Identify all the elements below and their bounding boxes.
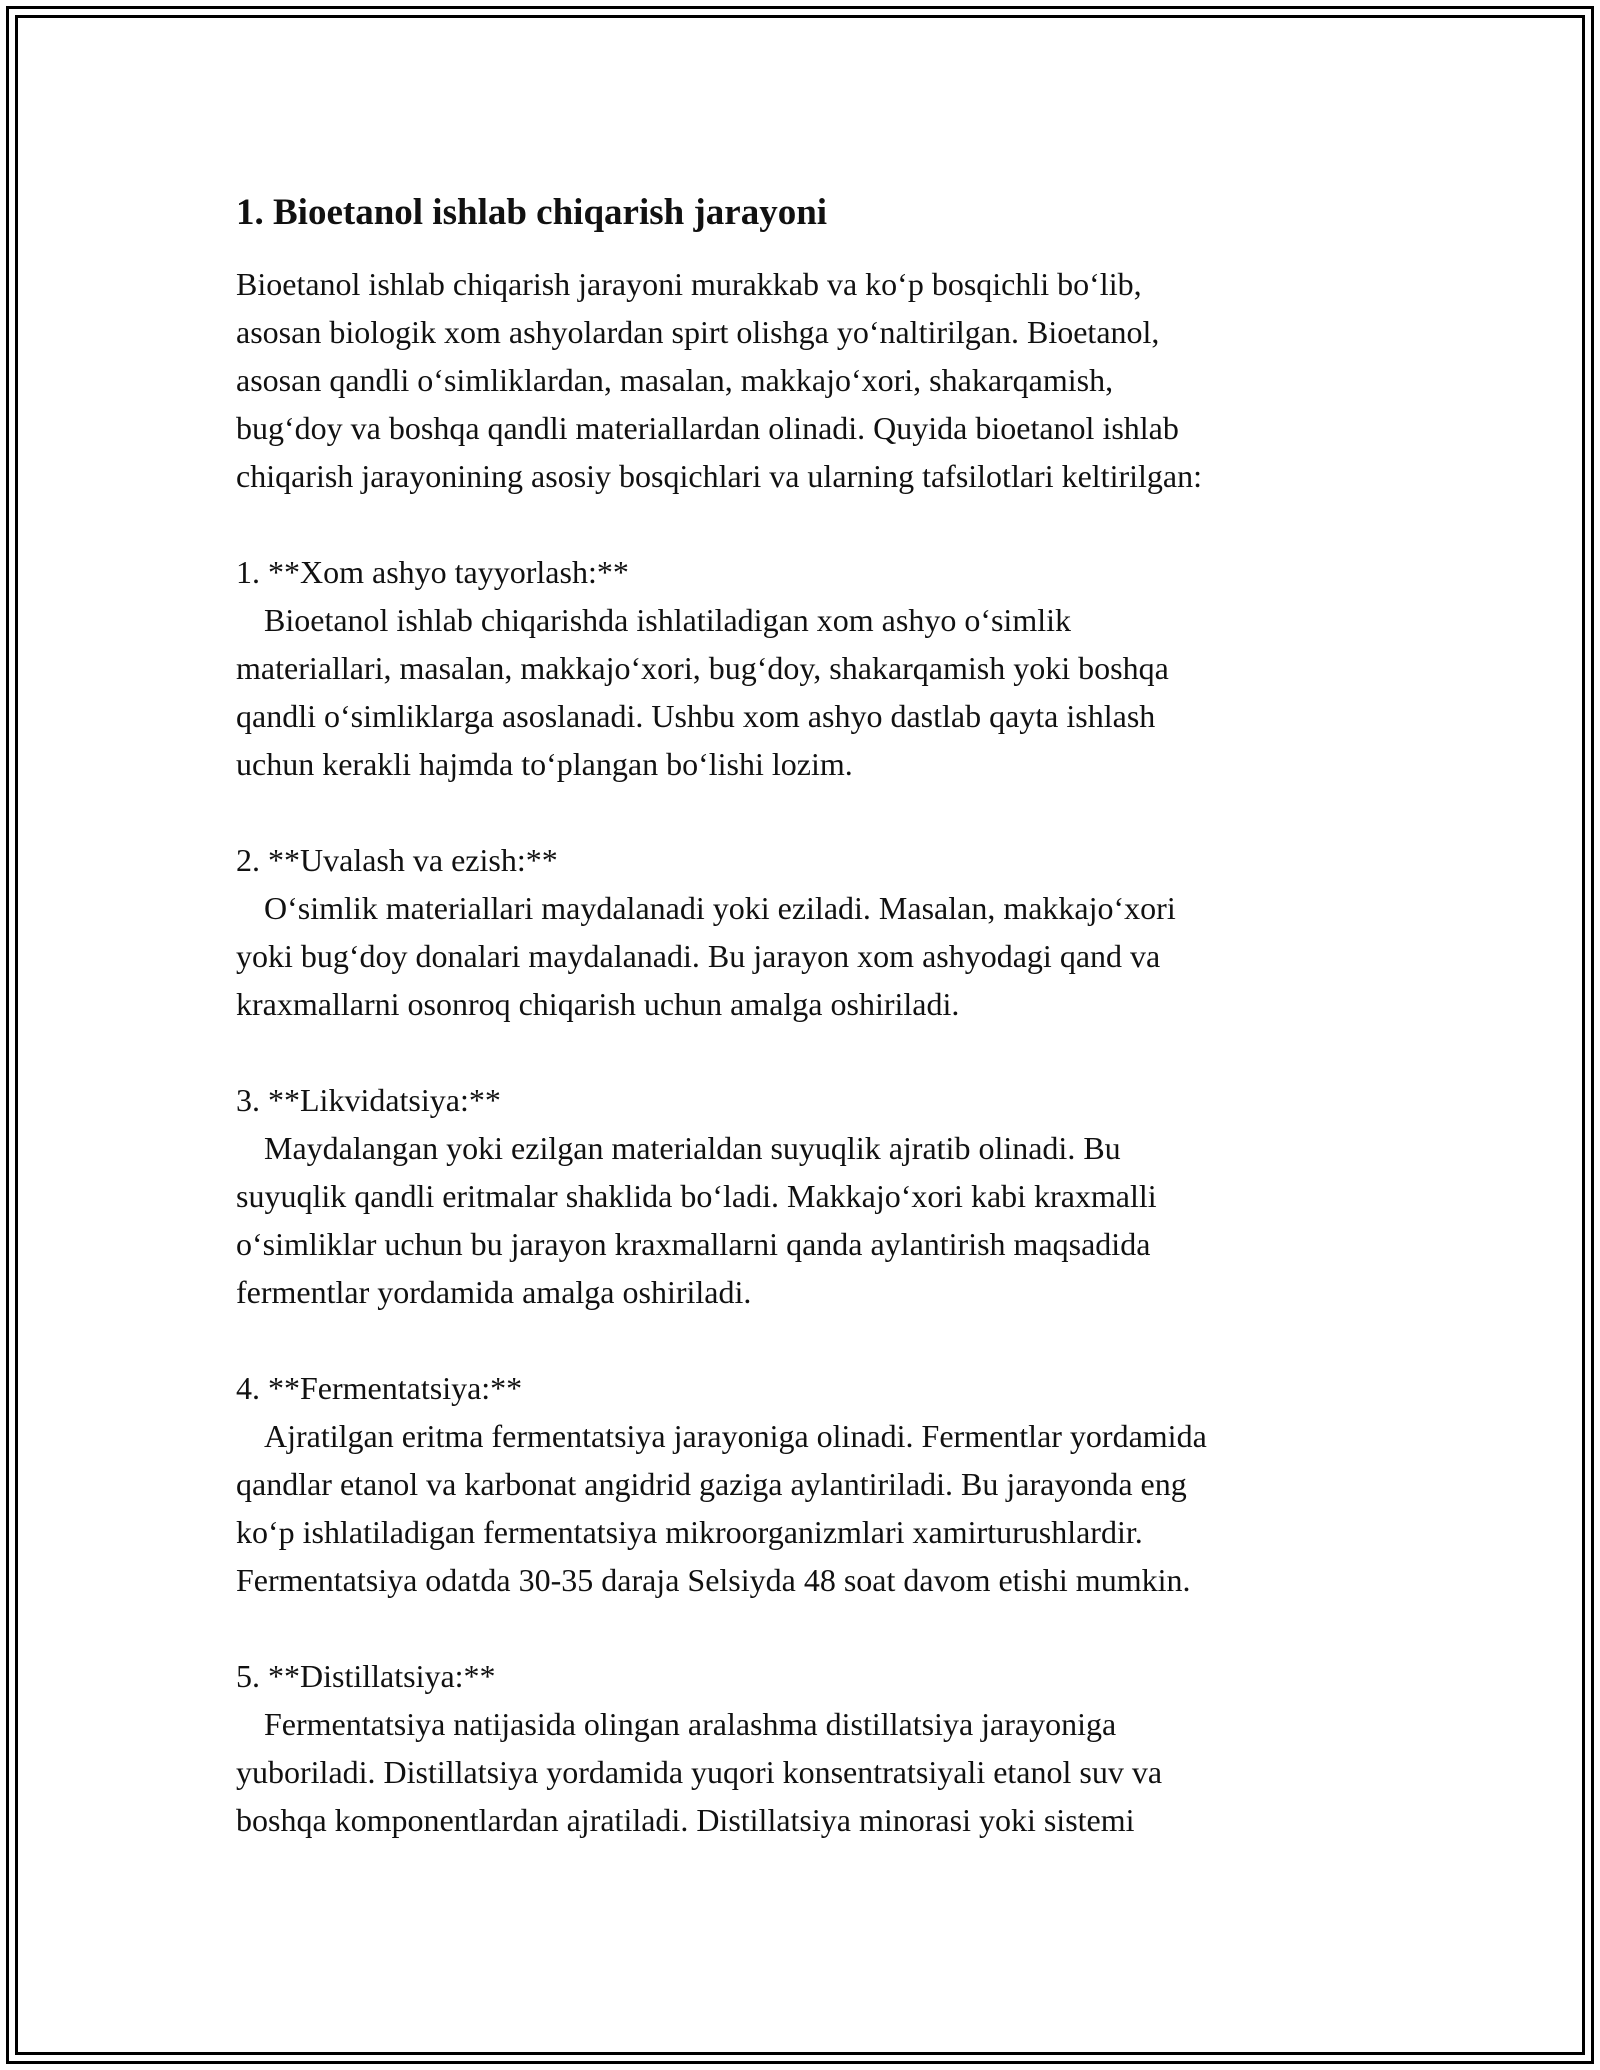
- section-heading: 4. **Fermentatsiya:**: [236, 1370, 523, 1406]
- section-raw-material: [236, 548, 1376, 788]
- section-line: qandlar etanol va karbonat angidrid gaziga aylantiriladi. Bu jarayonda eng: [236, 1466, 1187, 1502]
- section-line: yuboriladi. Distillatsiya yordamida yuqori konsentratsiyali etanol suv va: [236, 1754, 1163, 1790]
- section-line: yoki bug‘doy donalari maydalanadi. Bu jarayon xom ashyodagi qand va: [236, 938, 1161, 974]
- section-line: boshqa komponentlardan ajratiladi. Distillatsiya minorasi yoki sistemi: [236, 1802, 1135, 1838]
- intro-line: bug‘doy va boshqa qandli materiallardan olinadi. Quyida bioetanol ishlab: [236, 410, 1179, 446]
- section-line: suyuqlik qandli eritmalar shaklida bo‘ladi. Makkajo‘xori kabi kraxmalli: [236, 1178, 1157, 1214]
- section-heading: 5. **Distillatsiya:**: [236, 1658, 496, 1694]
- section-line: qandli o‘simliklarga asoslanadi. Ushbu xom ashyo dastlab qayta ishlash: [236, 698, 1156, 734]
- section-line: ko‘p ishlatiladigan fermentatsiya mikroorganizmlari xamirturushlardir.: [236, 1514, 1143, 1550]
- section-line: uchun kerakli hajmda to‘plangan bo‘lishi lozim.: [236, 746, 853, 782]
- document-body: [236, 188, 1376, 1844]
- section-heading: 3. **Likvidatsiya:**: [236, 1082, 501, 1118]
- section-line: kraxmallarni osonroq chiqarish uchun amalga oshiriladi.: [236, 986, 960, 1022]
- section-line: Fermentatsiya natijasida olingan aralashma distillatsiya jarayoniga: [264, 1706, 1117, 1742]
- section-body: [236, 1700, 1376, 1844]
- section-fermentation: [236, 1364, 1376, 1604]
- section-heading: 2. **Uvalash va ezish:**: [236, 842, 558, 878]
- section-line: materiallari, masalan, makkajo‘xori, bug‘doy, shakarqamish yoki boshqa: [236, 650, 1169, 686]
- section-line: Fermentatsiya odatda 30-35 daraja Selsiyda 48 soat davom etishi mumkin.: [236, 1562, 1191, 1598]
- intro-line: asosan qandli o‘simliklardan, masalan, makkajo‘xori, shakarqamish,: [236, 362, 1114, 398]
- section-line: O‘simlik materiallari maydalanadi yoki eziladi. Masalan, makkajo‘xori: [264, 890, 1176, 926]
- section-distillation: [236, 1652, 1376, 1844]
- section-line: Ajratilgan eritma fermentatsiya jarayoniga olinadi. Fermentlar yordamida: [264, 1418, 1207, 1454]
- section-liquidation: [236, 1076, 1376, 1316]
- section-body: [236, 1412, 1376, 1604]
- section-body: [236, 884, 1376, 1028]
- section-body: [236, 596, 1376, 788]
- intro-line: chiqarish jarayonining asosiy bosqichlari va ularning tafsilotlari keltirilgan:: [236, 458, 1202, 494]
- section-body: [236, 1124, 1376, 1316]
- section-line: fermentlar yordamida amalga oshiriladi.: [236, 1274, 752, 1310]
- intro-line: asosan biologik xom ashyolardan spirt olishga yo‘naltirilgan. Bioetanol,: [236, 314, 1160, 350]
- intro-line: Bioetanol ishlab chiqarish jarayoni murakkab va ko‘p bosqichli bo‘lib,: [236, 266, 1142, 302]
- page-title: 1. Bioetanol ishlab chiqarish jarayoni: [236, 192, 828, 233]
- intro-paragraph: [236, 260, 1376, 500]
- section-grinding: [236, 836, 1376, 1028]
- section-line: o‘simliklar uchun bu jarayon kraxmallarni qanda aylantirish maqsadida: [236, 1226, 1151, 1262]
- section-heading: 1. **Xom ashyo tayyorlash:**: [236, 554, 629, 590]
- section-line: Maydalangan yoki ezilgan materialdan suyuqlik ajratib olinadi. Bu: [264, 1130, 1121, 1166]
- section-line: Bioetanol ishlab chiqarishda ishlatiladigan xom ashyo o‘simlik: [264, 602, 1071, 638]
